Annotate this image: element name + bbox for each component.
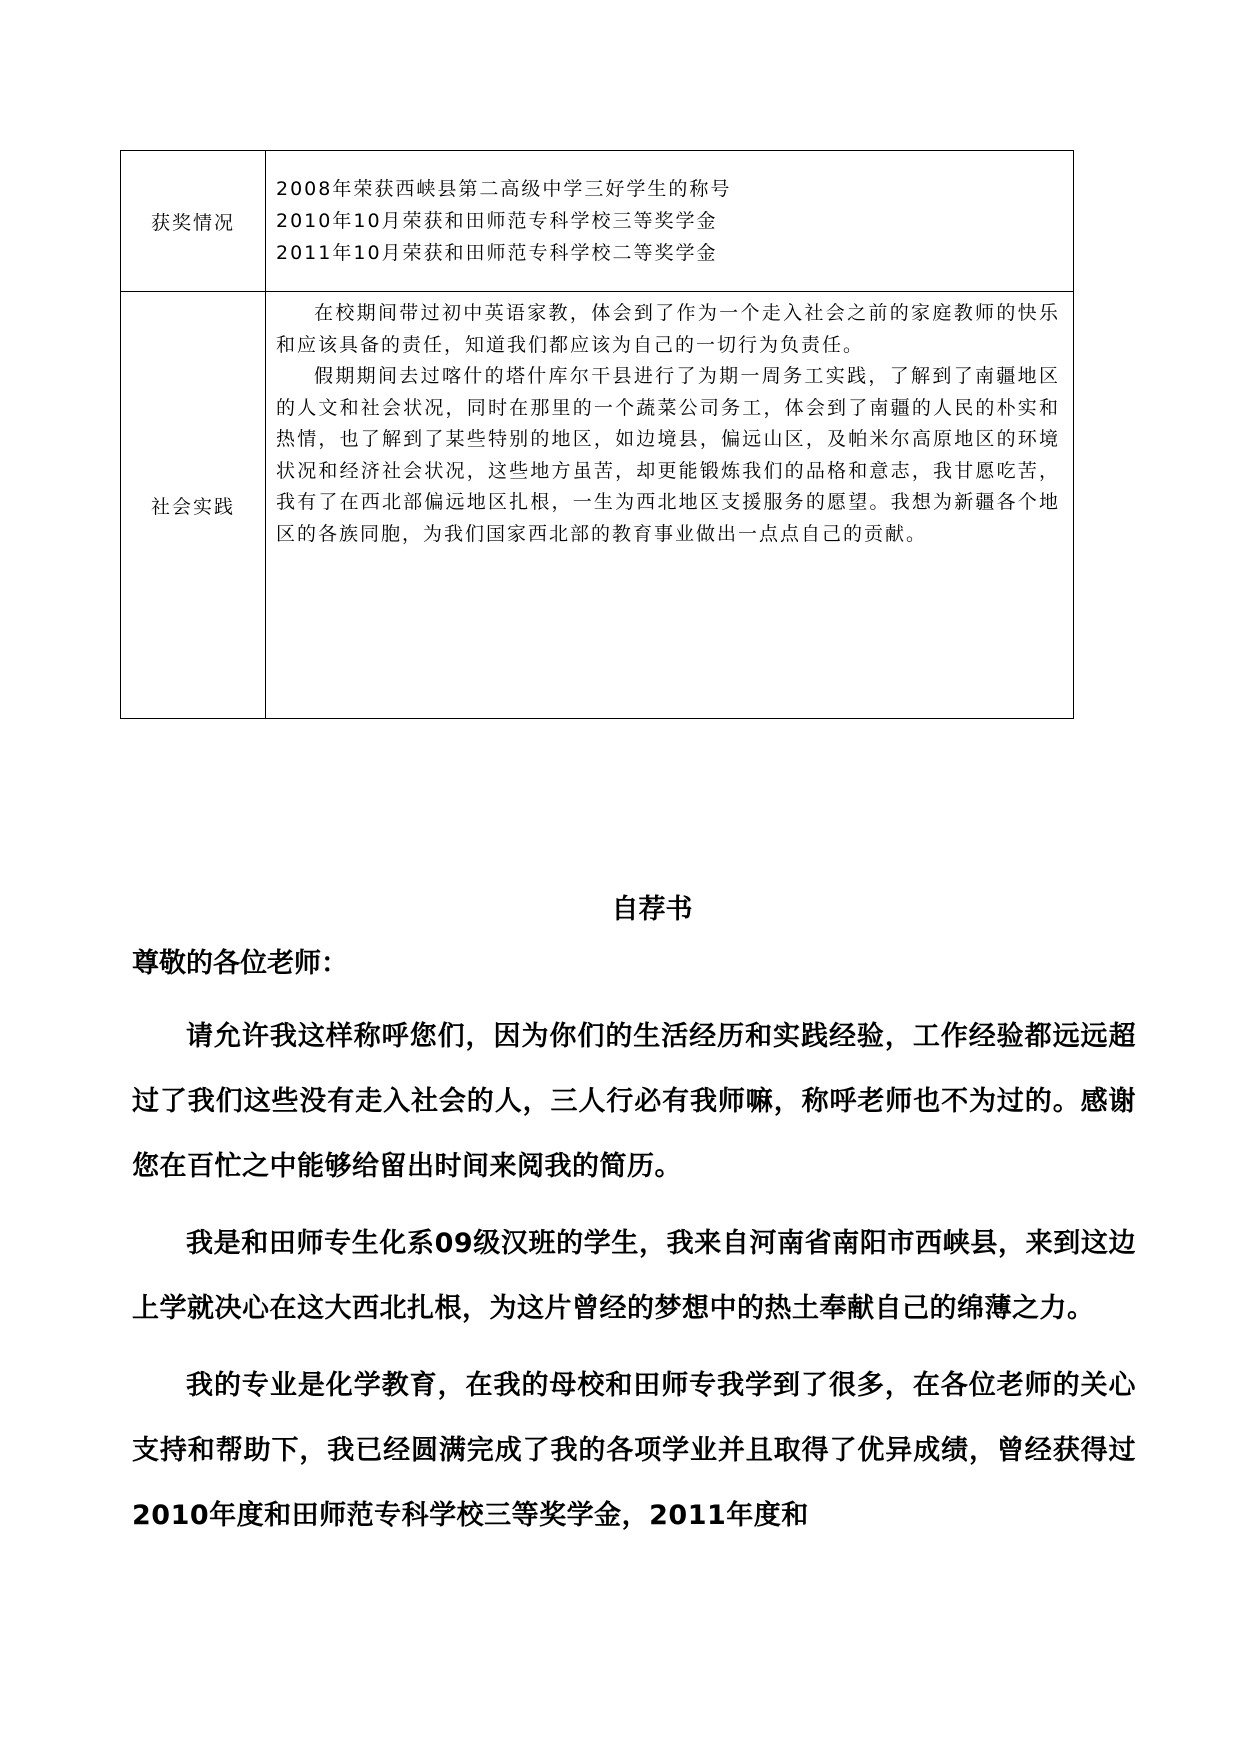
awards-row: [121, 151, 1074, 292]
social-practice-row: [121, 292, 1074, 719]
letter-paragraph: 我是和田师专生化系09级汉班的学生，我来自河南省南阳市西峡县，来到这边上学就决心在这大西北扎根，为这片曾经的梦想中的热土奉献自己的绵薄之力。: [132, 1228, 1136, 1324]
resume-table: [120, 150, 1074, 719]
letter-body: [132, 1004, 1136, 1548]
award-line: 2010年10月荣获和田师范专科学校三等奖学金: [276, 210, 718, 232]
awards-label: 获奖情况: [121, 151, 266, 292]
cover-letter: [132, 890, 1136, 1560]
practice-paragraph: 假期期间去过喀什的塔什库尔干县进行了为期一周务工实践，了解到了南疆地区的人文和社会状况，同时在那里的一个蔬菜公司务工，体会到了南疆的人民的朴实和热情，也了解到了某些特别的地区，如边境县，偏远山区，及帕米尔高原地区的环境状况和经济社会状况，这些地方虽苦，却更能锻炼我们的品格和意志，我甘愿吃苦，我有了在西北部偏远地区扎根，一生为西北地区支援服务的愿望。我想为新疆各个地区的各族同胞，为我们国家西北部的教育事业做出一点点自己的贡献。: [276, 365, 1060, 545]
award-line: 2008年荣获西峡县第二高级中学三好学生的称号: [276, 178, 732, 200]
letter-paragraph: 我的专业是化学教育，在我的母校和田师专我学到了很多，在各位老师的关心支持和帮助下，我已经圆满完成了我的各项学业并且取得了优异成绩，曾经获得过2010年度和田师范专科学校三等奖学金，2011年度和: [132, 1370, 1136, 1531]
social-practice-content: [266, 292, 1074, 719]
social-practice-label: 社会实践: [121, 292, 266, 719]
practice-paragraph: 在校期间带过初中英语家教，体会到了作为一个走入社会之前的家庭教师的快乐和应该具备的责任，知道我们都应该为自己的一切行为负责任。: [276, 302, 1060, 356]
letter-paragraph: 请允许我这样称呼您们，因为你们的生活经历和实践经验，工作经验都远远超过了我们这些没有走入社会的人，三人行必有我师嘛，称呼老师也不为过的。感谢您在百忙之中能够给留出时间来阅我的简历。: [132, 1021, 1136, 1182]
awards-content: [266, 151, 1074, 292]
letter-salutation: 尊敬的各位老师：: [132, 948, 348, 979]
award-line: 2011年10月荣获和田师范专科学校二等奖学金: [276, 242, 718, 264]
letter-title: 自荐书: [611, 894, 693, 925]
